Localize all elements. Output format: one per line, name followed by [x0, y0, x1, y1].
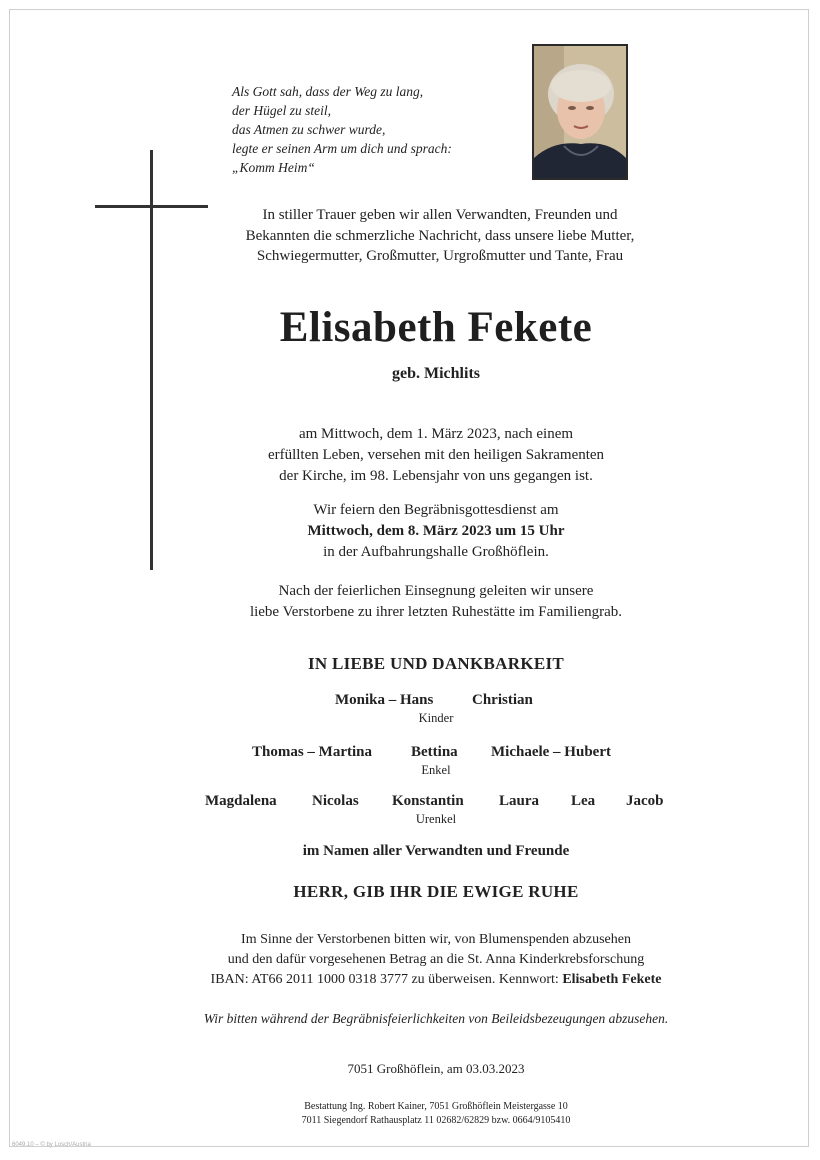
role-great-grandchildren: Urenkel: [415, 812, 457, 826]
undertaker-line: Bestattung Ing. Robert Kainer, 7051 Großhöflein Meistergasse 10: [304, 1101, 568, 1112]
death-notice-line: der Kirche, im 98. Lebensjahr von uns gegangen ist.: [279, 468, 593, 484]
iban-text: IBAN: AT66 2011 1000 0318 3777 zu überweisen. Kennwort:: [210, 972, 563, 987]
poem-line: das Atmen zu schwer wurde,: [232, 122, 386, 137]
mourner-name: Thomas – Martina: [252, 744, 372, 760]
relatives-and-friends: im Namen aller Verwandten und Freunde: [302, 843, 570, 859]
cross-horizontal-bar: [95, 205, 208, 208]
donation-line: und den dafür vorgesehenen Betrag an die St. Anna Kinderkrebsforschung: [227, 952, 645, 967]
prayer: HERR, GIB IHR DIE EWIGE RUHE: [293, 882, 579, 901]
intro-line: In stiller Trauer geben wir allen Verwandten, Freunden und: [262, 207, 618, 223]
intro-line: Schwiegermutter, Großmutter, Urgroßmutter und Tante, Frau: [256, 248, 624, 264]
poem-line: der Hügel zu steil,: [232, 103, 331, 118]
burial-line: Nach der feierlichen Einsegnung geleiten wir unsere: [278, 583, 594, 599]
burial-line: liebe Verstorbene zu ihrer letzten Ruhestätte im Familiengrab.: [249, 604, 623, 620]
deceased-name: Elisabeth Fekete: [279, 304, 593, 351]
mourner-name: Magdalena: [205, 793, 277, 809]
mourner-name: Christian: [472, 692, 533, 708]
donation-keyword: Elisabeth Fekete: [562, 972, 662, 987]
portrait-image: [534, 46, 626, 178]
poem-line: Als Gott sah, dass der Weg zu lang,: [232, 84, 424, 99]
portrait-photo: [532, 44, 628, 180]
funeral-service: [180, 500, 692, 563]
mourner-name: Laura: [499, 793, 540, 809]
mourner-name: Lea: [571, 793, 596, 809]
place-date: 7051 Großhöflein, am 03.03.2023: [347, 1061, 525, 1076]
undertaker-info: [230, 1100, 642, 1128]
mourner-name: Konstantin: [392, 793, 464, 809]
role-children: Kinder: [418, 711, 454, 725]
service-intro: Wir feiern den Begräbnisgottesdienst am: [313, 502, 559, 518]
burial-text: [180, 581, 692, 623]
donation-request: [150, 930, 722, 990]
mourner-name: Bettina: [411, 744, 458, 760]
mourner-name: Jacob: [626, 793, 664, 809]
copyright-fineprint: 6049.10 – © by Losch/Austria: [12, 1142, 91, 1148]
intro-line: Bekannten die schmerzliche Nachricht, dass unsere liebe Mutter,: [245, 227, 635, 244]
mourner-name: Monika – Hans: [335, 692, 434, 708]
service-date-time: Mittwoch, dem 8. März 2023 um 15 Uhr: [307, 523, 565, 539]
death-notice-line: am Mittwoch, dem 1. März 2023, nach einem: [298, 426, 574, 442]
service-location: in der Aufbahrungshalle Großhöflein.: [323, 544, 549, 560]
condolence-note: Wir bitten während der Begräbnisfeierlichkeiten von Beileidsbezeugungen abzusehen.: [203, 1011, 669, 1026]
poem-line: „Komm Heim“: [232, 160, 315, 175]
role-grandchildren: Enkel: [421, 763, 451, 777]
intro-text: [200, 205, 680, 267]
poem-line: legte er seinen Arm um dich und sprach:: [232, 141, 452, 156]
poem: [232, 82, 532, 177]
maiden-name: geb. Michlits: [392, 365, 480, 382]
death-notice: [180, 424, 692, 487]
mourner-name: Nicolas: [312, 793, 359, 809]
donation-line: [150, 970, 722, 990]
death-notice-line: erfüllten Leben, versehen mit den heiligen Sakramenten: [267, 447, 605, 463]
mourner-name: Michaele – Hubert: [491, 744, 611, 760]
undertaker-line: 7011 Siegendorf Rathausplatz 11 02682/62829 bzw. 0664/9105410: [301, 1115, 571, 1126]
cross-vertical-bar: [150, 150, 153, 570]
mourners-heading: IN LIEBE UND DANKBARKEIT: [307, 654, 565, 673]
donation-line: Im Sinne der Verstorbenen bitten wir, von Blumenspenden abzusehen: [241, 932, 631, 947]
